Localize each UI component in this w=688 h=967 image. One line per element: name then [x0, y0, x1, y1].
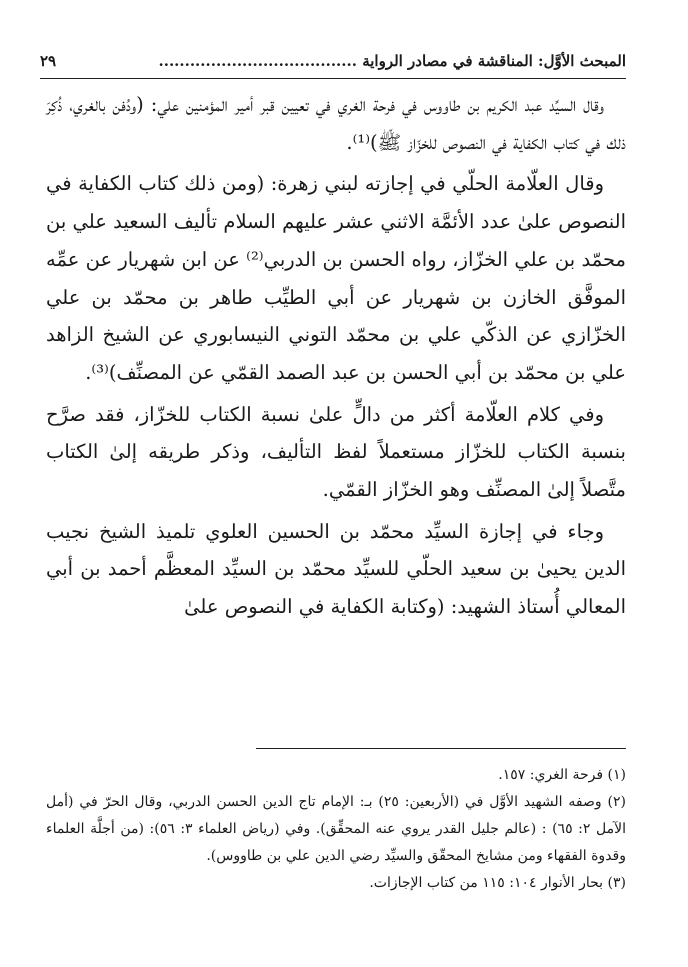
page-number: ٢٩ — [40, 52, 57, 70]
header-title-text: المبحث الأوَّل: المناقشة في مصادر الرواية — [362, 52, 626, 70]
header-title — [159, 52, 627, 70]
footnote-3: (٣) بحار الأنوار ١٠٤: ١١٥ من كتاب الإجازات. — [369, 875, 626, 891]
footnote-2: (٢) وصفه الشهيد الأوَّل في (الأربعين: ٢٥) بـ: الإمام تاج الدين الحسن الدربي، وقال الحرّ في (أمل الآمل ٢: ٦٥) : (عالم جليل القدر يروي عنه المحقِّق). وفي (رياض العلماء ٣: ٥٦): (من أجلَّة العلماء وقدوة الفقهاء ومن مشايخ المحقّق والسيِّد رضي الدين علي بن طاووس). — [46, 794, 626, 864]
footnote-1: (١) فرحة الغري: ١٥٧. — [498, 767, 626, 783]
paragraph: وفي كلام العلّامة أكثر من دالٍّ علىٰ نسبة الكتاب للخزّاز، فقد صرَّح بنسبة الكتاب للخزّاز مستعملاً لفظ التأليف، وذكر طريقه إلىٰ الكتاب متَّصلاً إلىٰ المصنِّف وهو الخزّاز القمّي. — [46, 402, 626, 502]
paragraph: وقال السيِّد عبد الكريم بن طاووس في فرحة الغري في تعيين قبر أمير المؤمنين علي: (ودُفن بالغري، ذُكِرَ ذلك في كتاب الكفاية في النصوص للخزّاز ﷺ)⁽¹⁾. — [46, 93, 626, 154]
running-header — [40, 44, 626, 79]
footnote-divider — [256, 748, 626, 749]
footnotes — [46, 762, 626, 897]
paragraph: وقال العلّامة الحلّي في إجازته لبني زهرة: (ومن ذلك كتاب الكفاية في النصوص علىٰ عدد الأئمَّة الاثني عشر عليهم السلام تأليف السعيد علي بن محمّد بن علي الخزّاز، رواه الحسن بن الدربي⁽²⁾ عن ابن شهريار عن عمِّه الموفَّق الخازن بن شهريار عن أبي الطيِّب طاهر بن محمّد بن علي الخزّازي عن الذكّي علي بن محمّد التوني النيسابوري عن الشيخ الزاهد علي بن محمّد بن أبي الحسن بن عبد الصمد القمّي عن المصنِّف)⁽³⁾. — [46, 172, 626, 384]
main-text — [46, 86, 626, 630]
paragraph: وجاء في إجازة السيِّد محمّد بن الحسين العلوي تلميذ الشيخ نجيب الدين يحيىٰ بن سعيد الحلّي للسيِّد محمّد بن السيِّد المعظَّم أحمد بن أبي المعالي أُستاذ الشهيد: (وكتابة الكفاية في النصوص علىٰ — [46, 519, 626, 619]
header-dots: ...................................... — [158, 52, 357, 70]
